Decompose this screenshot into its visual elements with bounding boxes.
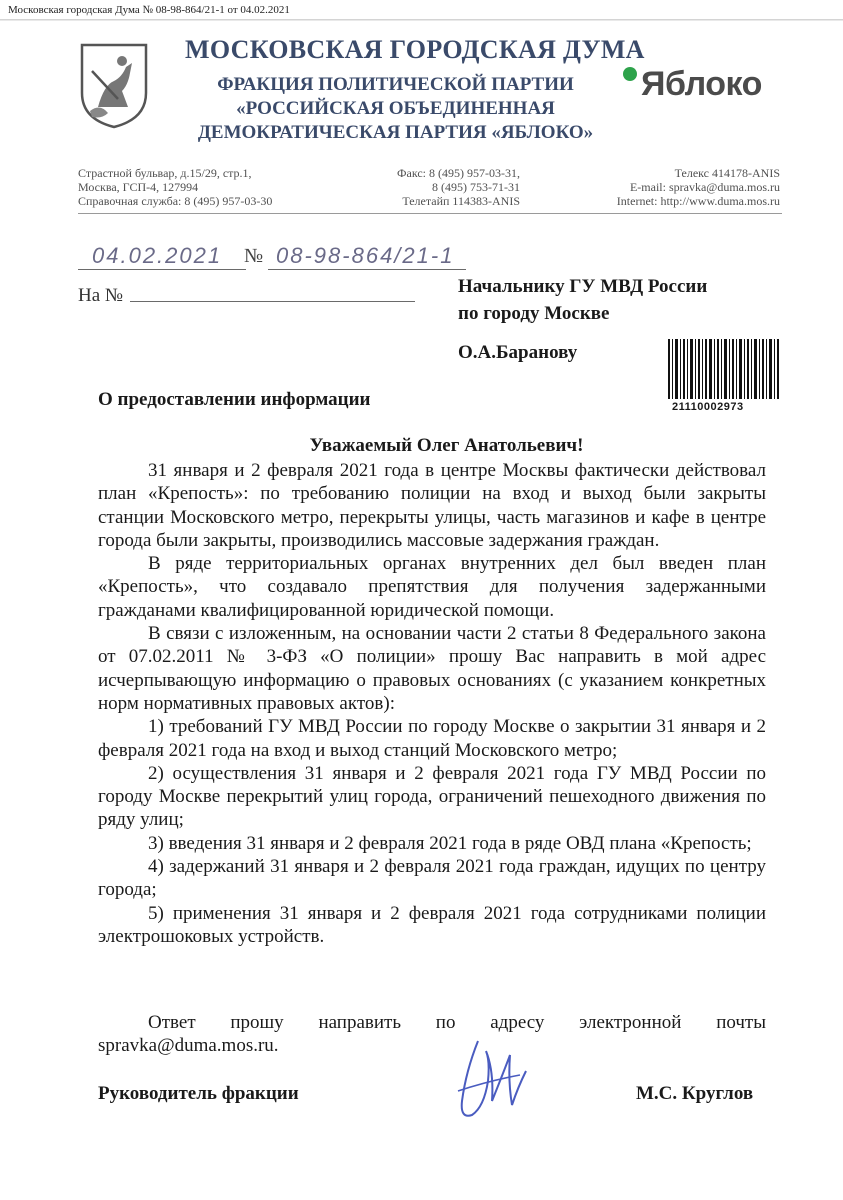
letter-subject: О предоставлении информации <box>98 389 371 410</box>
barcode-icon <box>668 339 780 399</box>
letter-page <box>0 21 843 1200</box>
contacts-online: Телекс 414178-ANIS E-mail: spravka@duma.mos.ru Internet: http://www.duma.mos.ru <box>616 166 780 208</box>
addressee: Начальнику ГУ МВД России по городу Москве <box>458 276 708 324</box>
yabloko-logo: Яблоко <box>627 65 762 104</box>
greeting: Уважаемый Олег Анатольевич! <box>309 435 584 456</box>
barcode-number: 21110002973 <box>672 401 744 413</box>
list-item: 2) осуществления 31 января и 2 февраля 2021 года ГУ МВД России по городу Москве перекрытий улиц города, ограничений пешеходного движения по ряду улиц; <box>98 762 766 831</box>
list-item: 4) задержаний 31 января и 2 февраля 2021 года граждан, идущих по центру города; <box>98 856 766 901</box>
paragraph: В связи с изложенным, на основании части 2 статьи 8 Федерального закона от 07.02.2011 № 3-ФЗ «О полиции» прошу Вас направить в мой адрес исчерпывающую информацию о правовых основаниях (с указанием конкретных норм нормативных правовых актов): <box>98 623 766 714</box>
outgoing-date: 04.02.2021 <box>92 243 223 268</box>
header-divider <box>78 213 782 214</box>
reply-to-label: На № <box>78 285 124 306</box>
document-title-bar: Московская городская Дума № 08-98-864/21-1 от 04.02.2021 <box>0 0 843 20</box>
number-underline <box>268 269 466 270</box>
outgoing-number-label: № <box>244 245 264 267</box>
signatory-role: Руководитель фракции <box>98 1083 299 1104</box>
reply-to-underline <box>130 301 415 302</box>
date-underline <box>78 269 246 270</box>
apple-dot-icon <box>623 67 637 81</box>
paragraph: 31 января и 2 февраля 2021 года в центре Москвы фактически действовал план «Крепость»: по требованию полиции на вход и выход были закрыты станции Московского метро, перекрыты улицы, часть магазинов и кафе в центре города были закрыты, производились массовые задержания граждан. <box>98 460 766 551</box>
list-item: 3) введения 31 января и 2 февраля 2021 года в ряде ОВД плана «Крепость; <box>148 832 752 854</box>
contacts-fax: Факс: 8 (495) 957-03-31, 8 (495) 753-71-31 Телетайп 114383-ANIS <box>397 166 520 208</box>
addressee-name: О.А.Баранову <box>458 342 578 363</box>
handwritten-signature-icon <box>448 1031 558 1126</box>
paragraph: В ряде территориальных органах внутренних дел был введен план «Крепость», что создавало препятствия для получения задержанными гражданами квалифицированной юридической помощи. <box>98 553 766 621</box>
list-item: 5) применения 31 января и 2 февраля 2021 года сотрудниками полиции электрошоковых устройств. <box>98 902 766 947</box>
org-name: МОСКОВСКАЯ ГОРОДСКАЯ ДУМА <box>185 35 645 64</box>
letter-body <box>98 459 766 948</box>
moscow-coat-of-arms-icon <box>78 41 150 129</box>
list-item: 1) требований ГУ МВД России по городу Москве о закрытии 31 января и 2 февраля 2021 года на вход и выход станций Московского метро; <box>98 716 766 761</box>
contacts-address: Страстной бульвар, д.15/29, стр.1, Москва, ГСП-4, 127994 Справочная служба: 8 (495) 957-03-30 <box>78 166 273 208</box>
signatory-name: М.С. Круглов <box>636 1083 754 1104</box>
outgoing-number: 08-98-864/21-1 <box>276 243 455 268</box>
reply-request: Ответ прошу направить по адресу электронной почты spravka@duma.mos.ru. <box>98 1012 766 1057</box>
faction-name: ФРАКЦИЯ ПОЛИТИЧЕСКОЙ ПАРТИИ «РОССИЙСКАЯ ОБЪЕДИНЕННАЯ ДЕМОКРАТИЧЕСКАЯ ПАРТИЯ «ЯБЛОКО» <box>197 74 594 143</box>
